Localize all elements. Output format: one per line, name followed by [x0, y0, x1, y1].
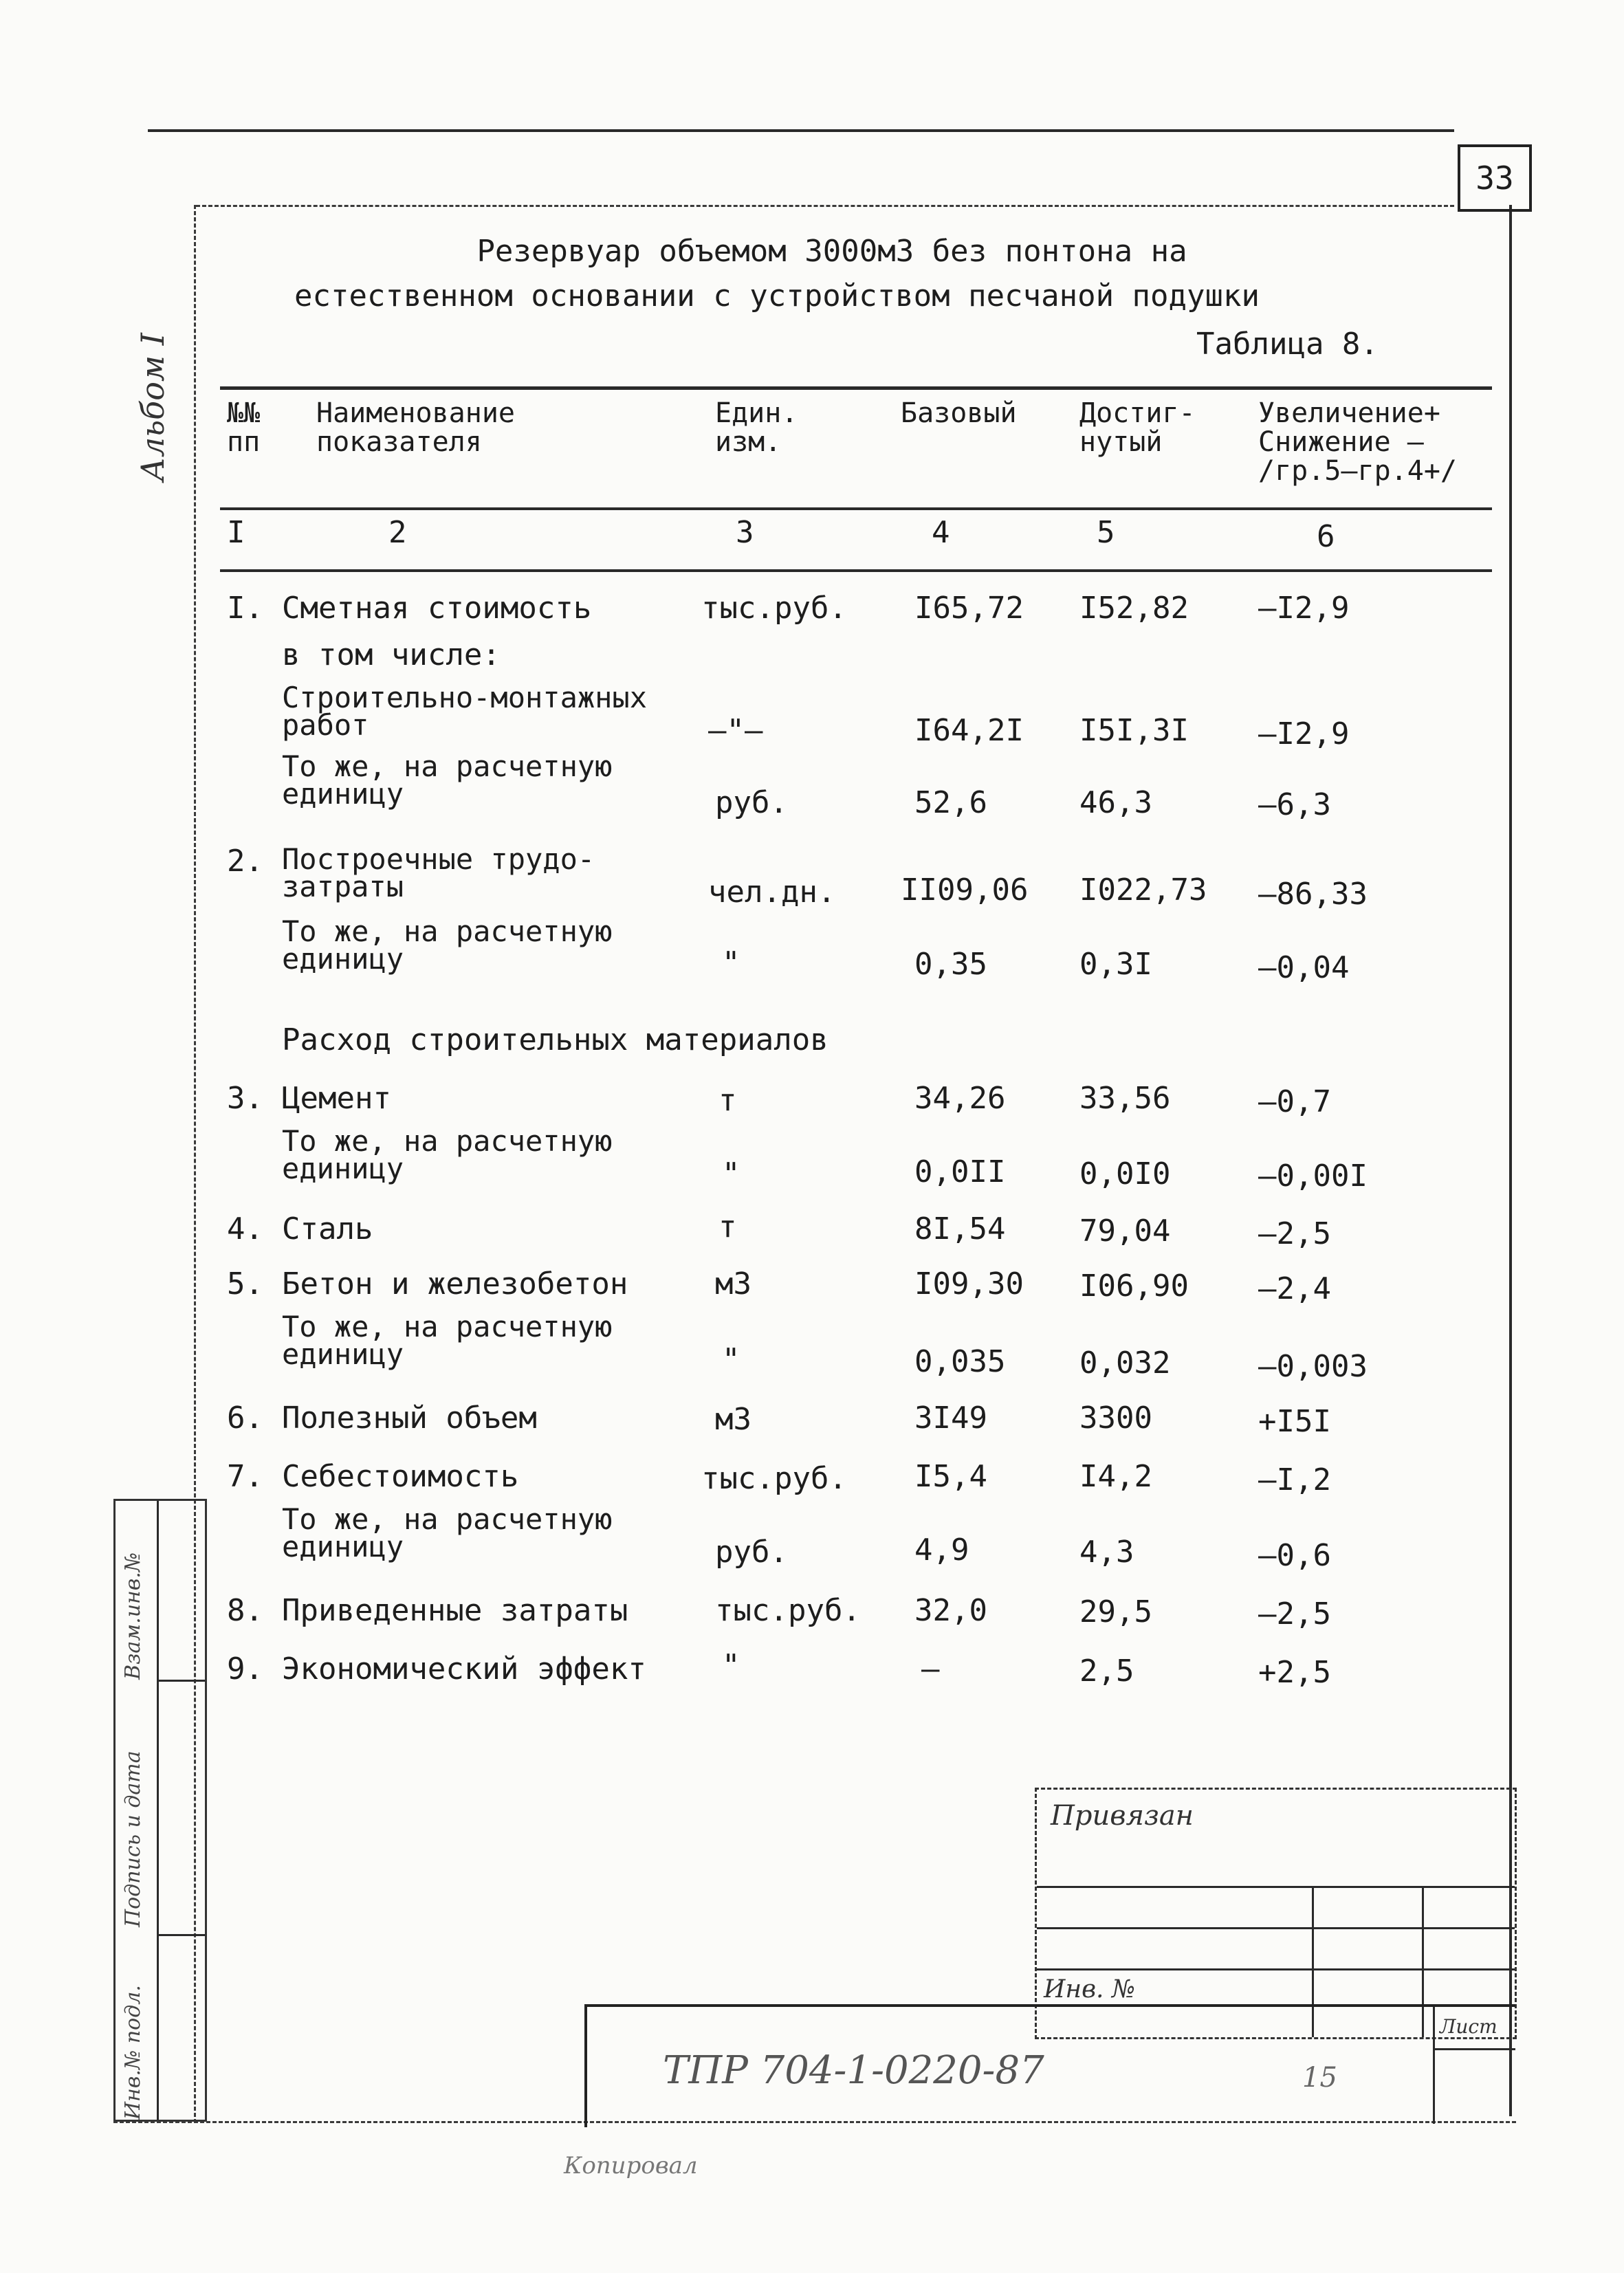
colnum-1: I — [227, 515, 245, 550]
row-base: 3I49 — [914, 1401, 987, 1436]
row-name: Расход строительных материалов — [282, 1022, 829, 1057]
table-label: Таблица 8. — [1196, 327, 1379, 362]
row-num: I. — [227, 591, 263, 626]
row-name: Цемент — [282, 1081, 391, 1116]
row-change: –86,33 — [1258, 877, 1368, 912]
row-base: I09,30 — [914, 1266, 1024, 1302]
row-name: То же, на расчетную единицу — [282, 1124, 613, 1185]
row-unit: " — [722, 1648, 740, 1683]
row-unit: т — [718, 1083, 737, 1118]
tie-label: Привязан — [1051, 1800, 1194, 1832]
row-change: +I5I — [1258, 1404, 1331, 1439]
row-num: 8. — [227, 1593, 263, 1628]
row-num: 7. — [227, 1459, 263, 1494]
frame-top — [196, 205, 1454, 207]
row-achieved: I06,90 — [1079, 1269, 1189, 1304]
title-stamp-box — [584, 2004, 1515, 2127]
row-unit: тыс.руб. — [715, 1593, 861, 1628]
copied-label: Копировал — [564, 2152, 698, 2179]
row-num: 2. — [227, 844, 263, 879]
row-change: –I2,9 — [1258, 591, 1350, 626]
row-name: Полезный объем — [282, 1401, 537, 1436]
side-label-vzam: Взам.инв.№ — [121, 1552, 145, 1680]
row-change: –I2,9 — [1258, 716, 1350, 751]
header-mid-rule — [220, 507, 1492, 510]
title-line-2: естественном основании с устройством песчаной подушки — [294, 278, 1260, 314]
row-name: Экономический эффект — [282, 1651, 646, 1687]
header-num: №№ пп — [227, 397, 261, 458]
row-achieved: 4,3 — [1079, 1535, 1134, 1570]
row-name: Строительно-монтажных работ — [282, 681, 648, 742]
document-code: ТПР 704-1-0220-87 — [663, 2048, 1044, 2093]
row-change: –0,00I — [1258, 1159, 1368, 1194]
row-change: –0,6 — [1258, 1538, 1331, 1573]
row-achieved: 29,5 — [1079, 1594, 1152, 1629]
row-base: 52,6 — [914, 785, 987, 820]
row-num: 3. — [227, 1081, 263, 1116]
row-base: 8I,54 — [914, 1211, 1006, 1247]
top-rule — [148, 129, 1454, 132]
side-label-inv-podl: Инв.№ подл. — [121, 1985, 145, 2120]
row-num: 6. — [227, 1401, 263, 1436]
row-base: II09,06 — [901, 872, 1029, 908]
row-name: Приведенные затраты — [282, 1593, 628, 1628]
row-unit: –"– — [708, 713, 763, 748]
row-name: Построечные трудо- затраты — [282, 842, 595, 903]
row-change: +2,5 — [1258, 1655, 1331, 1690]
row-base: I64,2I — [914, 713, 1024, 748]
row-num: 4. — [227, 1211, 263, 1247]
colnum-4: 4 — [932, 515, 950, 550]
row-name: То же, на расчетную единицу — [282, 1310, 613, 1371]
header-bottom-rule — [220, 569, 1492, 572]
row-unit: т — [718, 1209, 737, 1244]
row-change: –2,5 — [1258, 1216, 1331, 1251]
row-unit: м3 — [715, 1266, 751, 1302]
row-change: –2,4 — [1258, 1271, 1331, 1306]
row-achieved: I022,73 — [1079, 872, 1207, 908]
page-number: 33 — [1458, 144, 1532, 212]
colnum-3: 3 — [736, 515, 754, 550]
row-achieved: 0,032 — [1079, 1346, 1171, 1381]
row-base: 0,035 — [914, 1344, 1006, 1379]
row-achieved: 79,04 — [1079, 1214, 1171, 1249]
header-base: Базовый — [901, 397, 1017, 429]
header-unit: Един. изм. — [715, 397, 798, 458]
row-unit: чел.дн. — [708, 875, 836, 910]
row-base: 34,26 — [914, 1081, 1006, 1116]
row-unit: руб. — [715, 1535, 788, 1570]
colnum-6: 6 — [1317, 519, 1335, 554]
row-name: То же, на расчетную единицу — [282, 914, 613, 976]
row-change: –0,7 — [1258, 1084, 1331, 1119]
row-name: То же, на расчетную единицу — [282, 749, 613, 811]
sheet-label: Лист — [1440, 2015, 1497, 2038]
side-stamp-block — [113, 1499, 207, 2122]
row-change: –0,003 — [1258, 1349, 1368, 1384]
row-name: в том числе: — [282, 637, 501, 672]
row-name: Сметная стоимость — [282, 591, 592, 626]
row-base: – — [921, 1651, 940, 1687]
row-change: –0,04 — [1258, 950, 1350, 985]
row-achieved: I4,2 — [1079, 1459, 1152, 1494]
inv-label: Инв. № — [1044, 1975, 1136, 2003]
sheet-number: 15 — [1302, 2062, 1337, 2094]
row-name: Себестоимость — [282, 1459, 519, 1494]
row-num: 9. — [227, 1651, 263, 1687]
row-base: 32,0 — [914, 1593, 987, 1628]
row-change: –6,3 — [1258, 787, 1331, 822]
title-line-1: Резервуар объемом 3000м3 без понтона на — [476, 234, 1187, 269]
side-label-sign-date: Подпись и дата — [121, 1750, 145, 1927]
row-base: I5,4 — [914, 1459, 987, 1494]
row-unit: руб. — [715, 785, 788, 820]
row-base: 0,0II — [914, 1154, 1006, 1189]
row-name: То же, на расчетную единицу — [282, 1502, 613, 1563]
header-top-rule — [220, 386, 1492, 390]
row-base: 4,9 — [914, 1533, 969, 1568]
row-achieved: 2,5 — [1079, 1654, 1134, 1689]
colnum-2: 2 — [388, 515, 407, 550]
row-unit: " — [722, 1156, 740, 1192]
row-base: 0,35 — [914, 947, 987, 982]
colnum-5: 5 — [1097, 515, 1115, 550]
row-achieved: 33,56 — [1079, 1081, 1171, 1116]
tie-stamp-box — [1035, 1788, 1517, 2039]
row-unit: тыс.руб. — [701, 1461, 847, 1496]
row-unit: " — [722, 1342, 740, 1377]
row-unit: м3 — [715, 1402, 751, 1437]
row-num: 5. — [227, 1266, 263, 1302]
row-base: I65,72 — [914, 591, 1024, 626]
row-achieved: 46,3 — [1079, 785, 1152, 820]
row-change: –I,2 — [1258, 1462, 1331, 1497]
row-achieved: I5I,3I — [1079, 713, 1189, 748]
row-change: –2,5 — [1258, 1596, 1331, 1632]
row-unit: " — [722, 945, 740, 980]
row-achieved: I52,82 — [1079, 591, 1189, 626]
album-label: Альбом I — [134, 333, 171, 481]
row-achieved: 3300 — [1079, 1401, 1152, 1436]
header-achieved: Достиг- нутый — [1079, 397, 1196, 458]
row-achieved: 0,0I0 — [1079, 1156, 1171, 1192]
row-achieved: 0,3I — [1079, 947, 1152, 982]
row-unit: тыс.руб. — [701, 591, 847, 626]
row-name: Сталь — [282, 1211, 373, 1247]
header-name: Наименование показателя — [316, 397, 515, 458]
row-name: Бетон и железобетон — [282, 1266, 628, 1302]
header-change: Увеличение+ Снижение – /гр.5–гр.4+/ — [1258, 397, 1457, 487]
